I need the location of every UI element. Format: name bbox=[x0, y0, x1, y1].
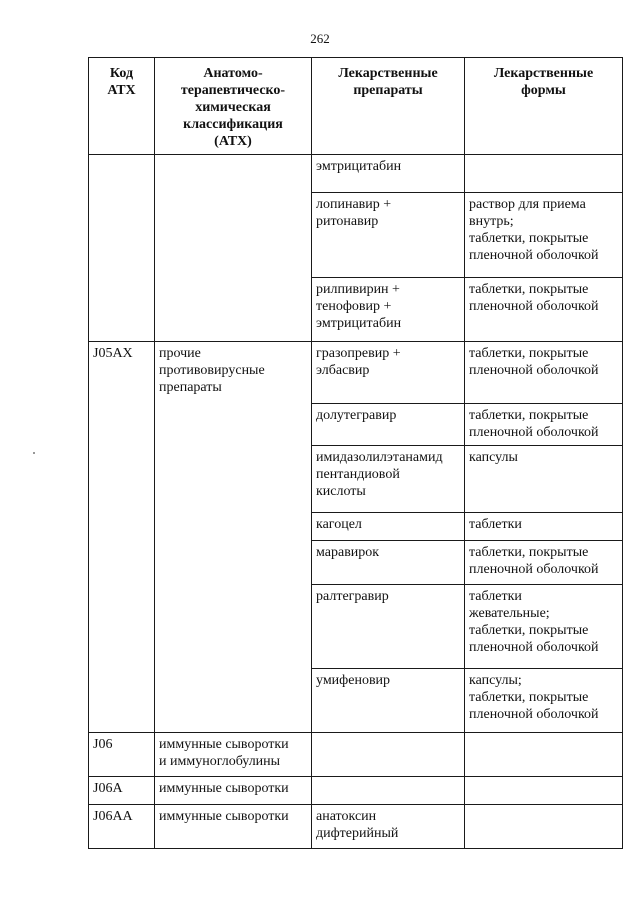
drug-cell bbox=[312, 733, 465, 777]
drug-cell: лопинавир + ритонавир bbox=[312, 193, 465, 278]
drug-cell: ралтегравир bbox=[312, 585, 465, 669]
header-atx-classification: Анатомо- терапевтическо- химическая классификация (АТХ) bbox=[155, 58, 312, 155]
drug-cell bbox=[312, 777, 465, 805]
classification-cell: иммунные сыворотки bbox=[155, 805, 312, 849]
header-drugs: Лекарственные препараты bbox=[312, 58, 465, 155]
drug-cell: рилпивирин + тенофовир + эмтрицитабин bbox=[312, 278, 465, 342]
forms-cell bbox=[465, 777, 623, 805]
drug-cell: долутегравир bbox=[312, 404, 465, 446]
table-row bbox=[89, 342, 623, 404]
forms-cell: таблетки жевательные; таблетки, покрытые пленочной оболочкой bbox=[465, 585, 623, 669]
table-row bbox=[89, 805, 623, 849]
forms-cell: таблетки, покрытые пленочной оболочкой bbox=[465, 404, 623, 446]
code-cell: J05AX bbox=[89, 342, 155, 733]
forms-cell: капсулы bbox=[465, 446, 623, 513]
header-dosage-forms: Лекарственные формы bbox=[465, 58, 623, 155]
forms-cell: таблетки, покрытые пленочной оболочкой bbox=[465, 541, 623, 585]
forms-cell bbox=[465, 155, 623, 193]
drug-cell: гразопревир + элбасвир bbox=[312, 342, 465, 404]
table-row bbox=[89, 733, 623, 777]
code-cell: J06A bbox=[89, 777, 155, 805]
table-row bbox=[89, 777, 623, 805]
classification-cell: иммунные сыворотки bbox=[155, 777, 312, 805]
code-cell: J06 bbox=[89, 733, 155, 777]
drug-cell: анатоксин дифтерийный bbox=[312, 805, 465, 849]
drug-cell: эмтрицитабин bbox=[312, 155, 465, 193]
table-row bbox=[89, 155, 623, 193]
atx-table bbox=[88, 57, 623, 849]
code-cell: J06AA bbox=[89, 805, 155, 849]
table-header-row bbox=[89, 58, 623, 155]
classification-cell-empty bbox=[155, 155, 312, 342]
forms-cell: таблетки bbox=[465, 513, 623, 541]
classification-cell: иммунные сыворотки и иммуноглобулины bbox=[155, 733, 312, 777]
forms-cell: раствор для приема внутрь; таблетки, покрытые пленочной оболочкой bbox=[465, 193, 623, 278]
code-cell-empty bbox=[89, 155, 155, 342]
header-atx-code: Код АТХ bbox=[89, 58, 155, 155]
drug-cell: кагоцел bbox=[312, 513, 465, 541]
page-number: 262 bbox=[310, 31, 330, 46]
forms-cell bbox=[465, 733, 623, 777]
scan-dot bbox=[33, 452, 35, 454]
forms-cell: таблетки, покрытые пленочной оболочкой bbox=[465, 342, 623, 404]
drug-cell: маравирок bbox=[312, 541, 465, 585]
drug-cell: умифеновир bbox=[312, 669, 465, 733]
forms-cell bbox=[465, 805, 623, 849]
drug-cell: имидазолилэтанамид пентандиовой кислоты bbox=[312, 446, 465, 513]
forms-cell: капсулы; таблетки, покрытые пленочной оболочкой bbox=[465, 669, 623, 733]
classification-cell: прочие противовирусные препараты bbox=[155, 342, 312, 733]
forms-cell: таблетки, покрытые пленочной оболочкой bbox=[465, 278, 623, 342]
